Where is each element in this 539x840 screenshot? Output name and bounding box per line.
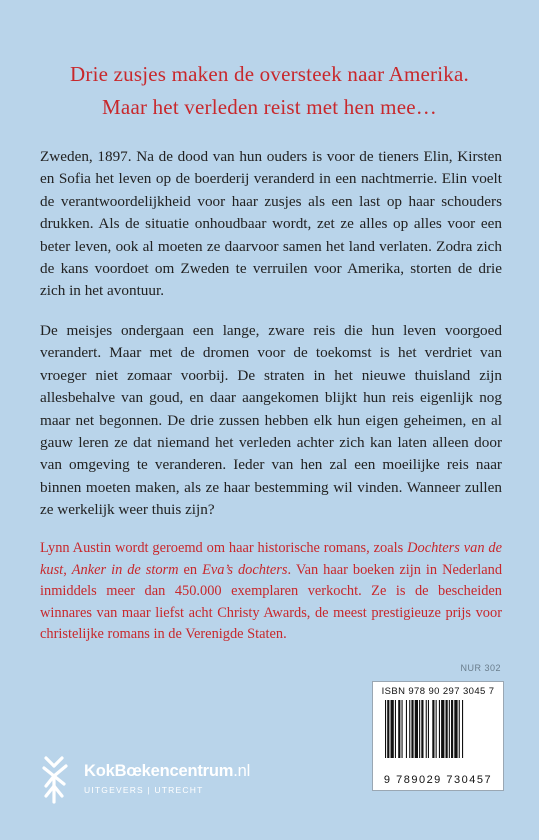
barcode-bar xyxy=(409,700,410,758)
barcode-bar xyxy=(415,700,418,758)
publisher-mark-icon xyxy=(36,752,78,808)
barcode-bar xyxy=(402,700,403,758)
barcode-bar xyxy=(462,700,463,758)
book-title-2: Anker in de storm xyxy=(71,561,179,578)
barcode-bar xyxy=(411,700,413,758)
back-cover-tagline xyxy=(0,58,539,124)
blurb-paragraph-2 xyxy=(40,320,502,522)
isbn-digits: 9 789029 730457 xyxy=(383,774,493,786)
barcode-bar xyxy=(451,700,453,758)
barcode-bar xyxy=(387,700,389,758)
barcode-bar xyxy=(428,700,429,758)
barcode-bar xyxy=(406,700,407,758)
barcode-bar xyxy=(441,700,444,758)
barcode-bar xyxy=(449,700,450,758)
nur-code: NUR 302 xyxy=(460,663,501,673)
author-bio xyxy=(40,538,502,646)
bio-sep-2: en xyxy=(178,561,203,578)
barcode-bar xyxy=(398,700,400,758)
tagline-line-2: Maar het verleden reist met hen mee… xyxy=(102,95,437,119)
publisher-name-bold: KokBœkencentrum xyxy=(84,762,234,780)
book-title-3: Eva’s dochters xyxy=(202,561,288,578)
isbn-barcode-box xyxy=(372,681,504,791)
barcode-bar xyxy=(395,700,396,758)
barcode-bar xyxy=(421,700,423,758)
bio-sep-1: , xyxy=(63,561,72,578)
barcode-bar xyxy=(459,700,460,758)
publisher-name xyxy=(84,762,250,781)
barcode-bar xyxy=(419,700,420,758)
barcode-bar xyxy=(432,700,434,758)
publisher-subtitle: UITGEVERS | UTRECHT xyxy=(84,785,204,795)
isbn-label: ISBN 978 90 297 3045 7 xyxy=(381,686,495,697)
publisher-name-domain: .nl xyxy=(233,762,251,780)
barcode-bar xyxy=(391,700,394,758)
blurb-paragraph-2-text: De meisjes ondergaan een lange, zware reis die hun leven voorgoed verandert. Maar met de dromen voor de toekomst is het verdriet van vroeger niet zomaar voorbij. De straten in het nieuwe thuisland zijn allesbehalve van goud, en daar aangekomen blijkt hun reis eigenlijk nog maar net begonnen. De drie zussen hebben elk hun eigen geheimen, en al gauw leren ze dat niemand het verleden achter zich kan laten alleen door van omgeving te veranderen. Ieder van hen zal een moeilijke reis naar binnen moeten maken, als ze haar bestemming wil vinden. Wanneer zullen ze werkelijk weer thuis zijn? xyxy=(40,322,502,519)
barcode-bar xyxy=(439,700,440,758)
barcode-bar xyxy=(446,700,448,758)
barcode-bar xyxy=(426,700,427,758)
bio-text-2: . Van haar boeken zijn in Nederland inmiddels meer dan 450.000 exemplaren verkocht. Ze is de bescheiden winnares van maar liefst acht Christy Awards, de meest prestigieuze prijs voor christelijke romans in de Verenigde Staten. xyxy=(40,561,503,643)
barcode-bar xyxy=(385,700,386,758)
tagline-line-1: Drie zusjes maken de oversteek naar Amerika. xyxy=(70,62,469,86)
book-title-1: Dochters van de kust xyxy=(40,540,503,578)
blurb-paragraph-1 xyxy=(40,146,502,303)
blurb-paragraph-1-text: Zweden, 1897. Na de dood van hun ouders is voor de tieners Elin, Kirsten en Sofia het leven op de boerderij veranderd in een nachtmerrie. Elin voelt de verantwoordelijkheid voor haar zusjes als een last op haar schouders drukken. Als de situatie onhoudbaar wordt, zet ze alles op alles voor een beter leven, ook al moeten ze daarvoor samen het land verlaten. Zodra zich de kans voordoet om Zweden te verruilen voor Amerika, storten de drie zich in het avontuur. xyxy=(40,148,502,300)
barcode-icon xyxy=(383,700,495,772)
publisher-logo xyxy=(36,752,296,808)
barcode-bar xyxy=(454,700,457,758)
barcode-bar xyxy=(436,700,437,758)
bio-text-1: Lynn Austin wordt geroemd om haar historische romans, zoals xyxy=(40,540,408,556)
